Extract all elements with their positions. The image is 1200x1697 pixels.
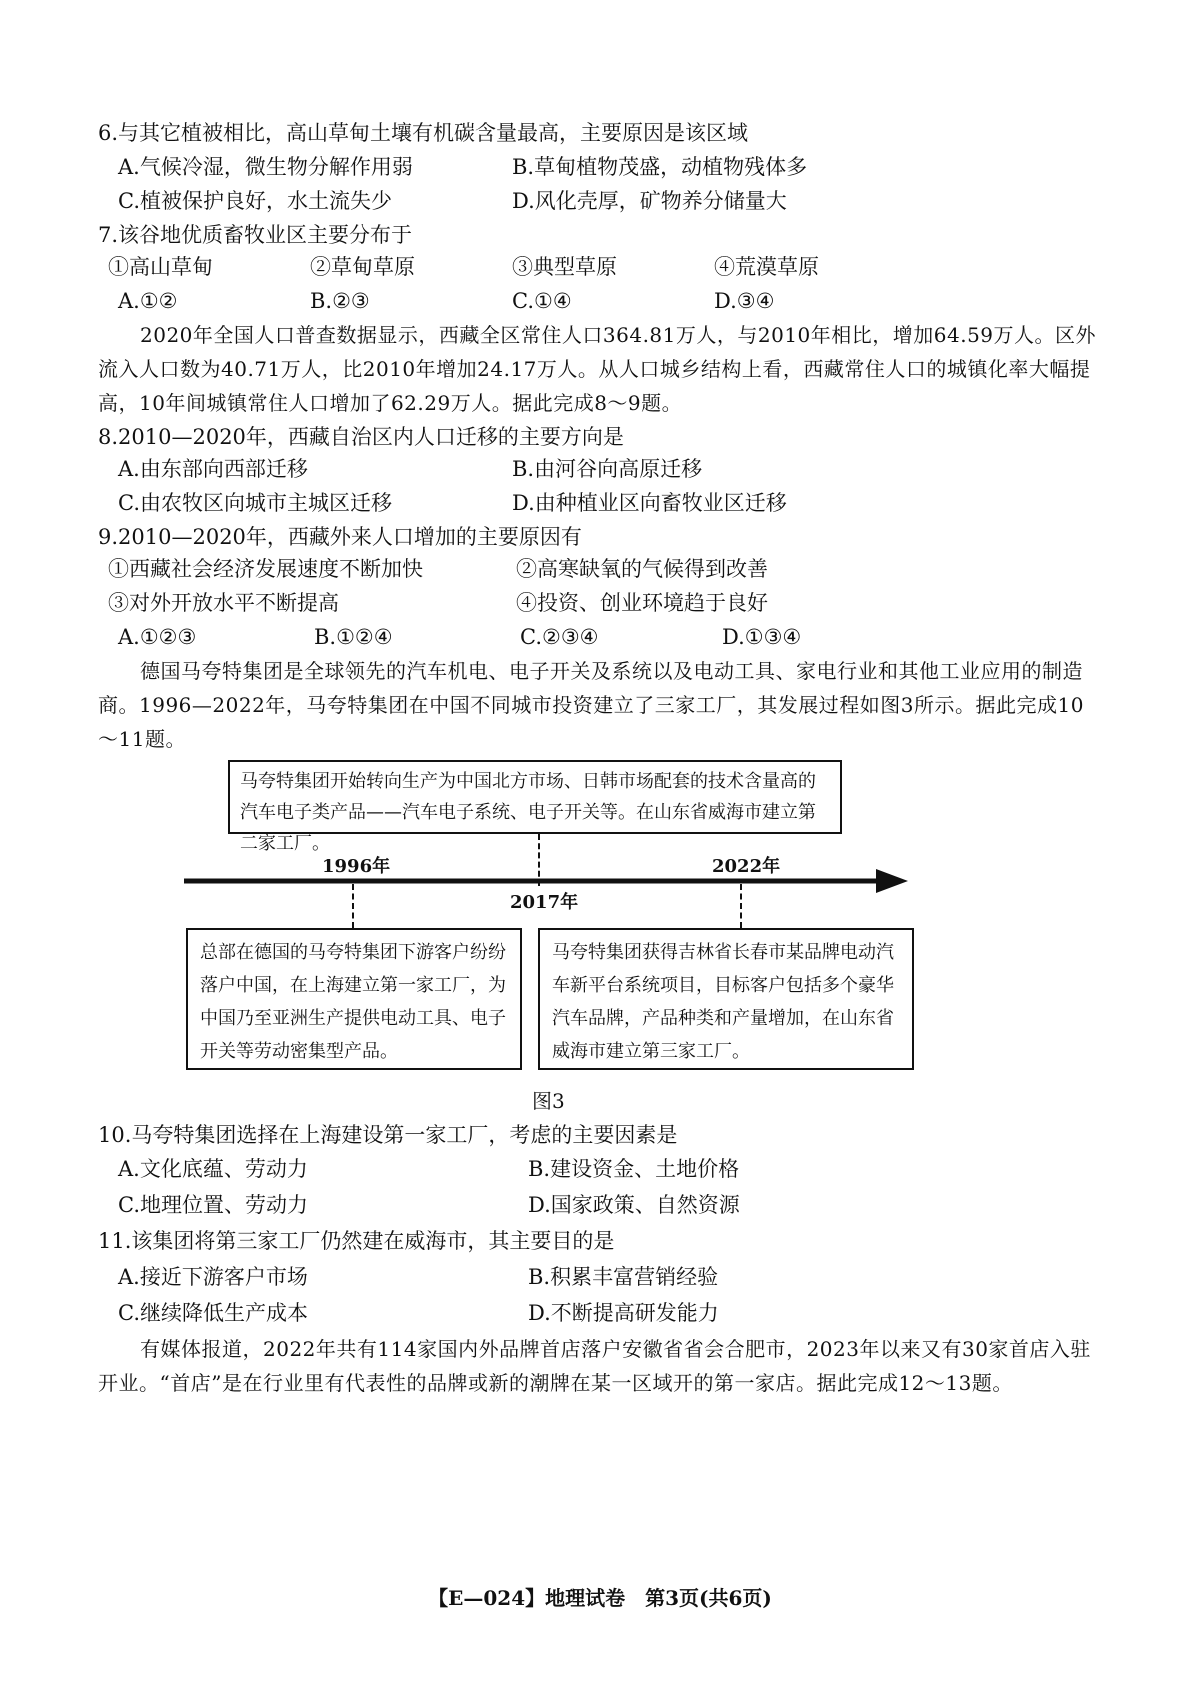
q10-option-a: A.文化底蕴、劳动力 [118,1157,308,1181]
q7-option-d: D.③④ [714,289,775,313]
q8-option-c: C.由农牧区向城市主城区迁移 [118,491,392,515]
q9-item-2: ②高寒缺氧的气候得到改善 [516,557,768,581]
passage-population: 2020年全国人口普查数据显示，西藏全区常住人口364.81万人，与2010年相比，增加64.59万人。区外流入人口数为40.71万人，比2010年增加24.17万人。从人口城乡结构上看，西藏常住人口的城镇化率大幅提高，10年间城镇常住人口增加了62.29万人。据此完成8～9题。 [98,323,1097,415]
q7-item-1: ①高山草甸 [108,255,213,279]
connector-1996 [352,884,354,928]
q6-option-a: A.气候冷湿，微生物分解作用弱 [118,155,413,179]
passage-first-store: 有媒体报道，2022年共有114家国内外品牌首店落户安徽省省会合肥市，2023年以来又有30家首店入驻开业。“首店”是在行业里有代表性的品牌或新的潮牌在某一区域开的第一家店。据此完成12～13题。 [98,1337,1091,1395]
q11-option-c: C.继续降低生产成本 [118,1301,308,1325]
q11-option-d: D.不断提高研发能力 [528,1301,719,1325]
q11-option-a: A.接近下游客户市场 [118,1265,308,1289]
q8-option-b: B.由河谷向高原迁移 [512,457,703,481]
q11-stem: 11.该集团将第三家工厂仍然建在威海市，其主要目的是 [98,1229,615,1253]
q10-option-d: D.国家政策、自然资源 [528,1193,740,1217]
page-footer: 【E—024】地理试卷 第3页(共6页) [428,1586,772,1610]
year-2017-label: 2017年 [510,892,579,913]
q7-item-2: ②草甸草原 [310,255,415,279]
q7-option-b: B.②③ [310,289,370,313]
q10-option-c: C.地理位置、劳动力 [118,1193,308,1217]
q9-option-d: D.①③④ [722,625,802,649]
timeline-box-2022: 马夸特集团获得吉林省长春市某品牌电动汽车新平台系统项目，目标客户包括多个豪华汽车品牌，产品种类和产量增加，在山东省威海市建立第三家工厂。 [538,928,914,1070]
passage-marquardt: 德国马夸特集团是全球领先的汽车机电、电子开关及系统以及电动工具、家电行业和其他工业应用的制造商。1996—2022年，马夸特集团在中国不同城市投资建立了三家工厂，其发展过程如图3所示。据此完成10～11题。 [98,659,1084,751]
q8-option-d: D.由种植业区向畜牧业区迁移 [512,491,787,515]
year-1996-label: 1996年 [322,856,391,877]
q11-option-b: B.积累丰富营销经验 [528,1265,719,1289]
q9-option-a: A.①②③ [118,625,197,649]
q8-option-a: A.由东部向西部迁移 [118,457,308,481]
figure-caption: 图3 [532,1089,565,1113]
q9-option-b: B.①②④ [314,625,393,649]
timeline-box-2017: 马夸特集团开始转向生产为中国北方市场、日韩市场配套的技术含量高的汽车电子类产品——汽车电子系统、电子开关等。在山东省威海市建立第二家工厂。 [228,760,842,834]
q6-option-d: D.风化壳厚，矿物养分储量大 [512,189,787,213]
q6-option-b: B.草甸植物茂盛，动植物残体多 [512,155,808,179]
year-2022-label: 2022年 [712,856,781,877]
q9-item-4: ④投资、创业环境趋于良好 [516,591,768,615]
q8-stem: 8.2010—2020年，西藏自治区内人口迁移的主要方向是 [98,425,624,449]
q10-stem: 10.马夸特集团选择在上海建设第一家工厂，考虑的主要因素是 [98,1123,678,1147]
q7-stem: 7.该谷地优质畜牧业区主要分布于 [98,223,413,247]
q7-option-a: A.①② [118,289,178,313]
q7-option-c: C.①④ [512,289,572,313]
q6-stem: 6.与其它植被相比，高山草甸土壤有机碳含量最高，主要原因是该区域 [98,121,749,145]
q10-option-b: B.建设资金、土地价格 [528,1157,740,1181]
q7-item-4: ④荒漠草原 [714,255,819,279]
q7-item-3: ③典型草原 [512,255,617,279]
q9-item-1: ①西藏社会经济发展速度不断加快 [108,557,423,581]
connector-2022 [740,884,742,928]
q9-option-c: C.②③④ [520,625,599,649]
q6-option-c: C.植被保护良好，水土流失少 [118,189,392,213]
q9-item-3: ③对外开放水平不断提高 [108,591,339,615]
timeline-box-1996: 总部在德国的马夸特集团下游客户纷纷落户中国，在上海建立第一家工厂，为中国乃至亚洲生产提供电动工具、电子开关等劳动密集型产品。 [186,928,522,1070]
q9-stem: 9.2010—2020年，西藏外来人口增加的主要原因有 [98,525,582,549]
